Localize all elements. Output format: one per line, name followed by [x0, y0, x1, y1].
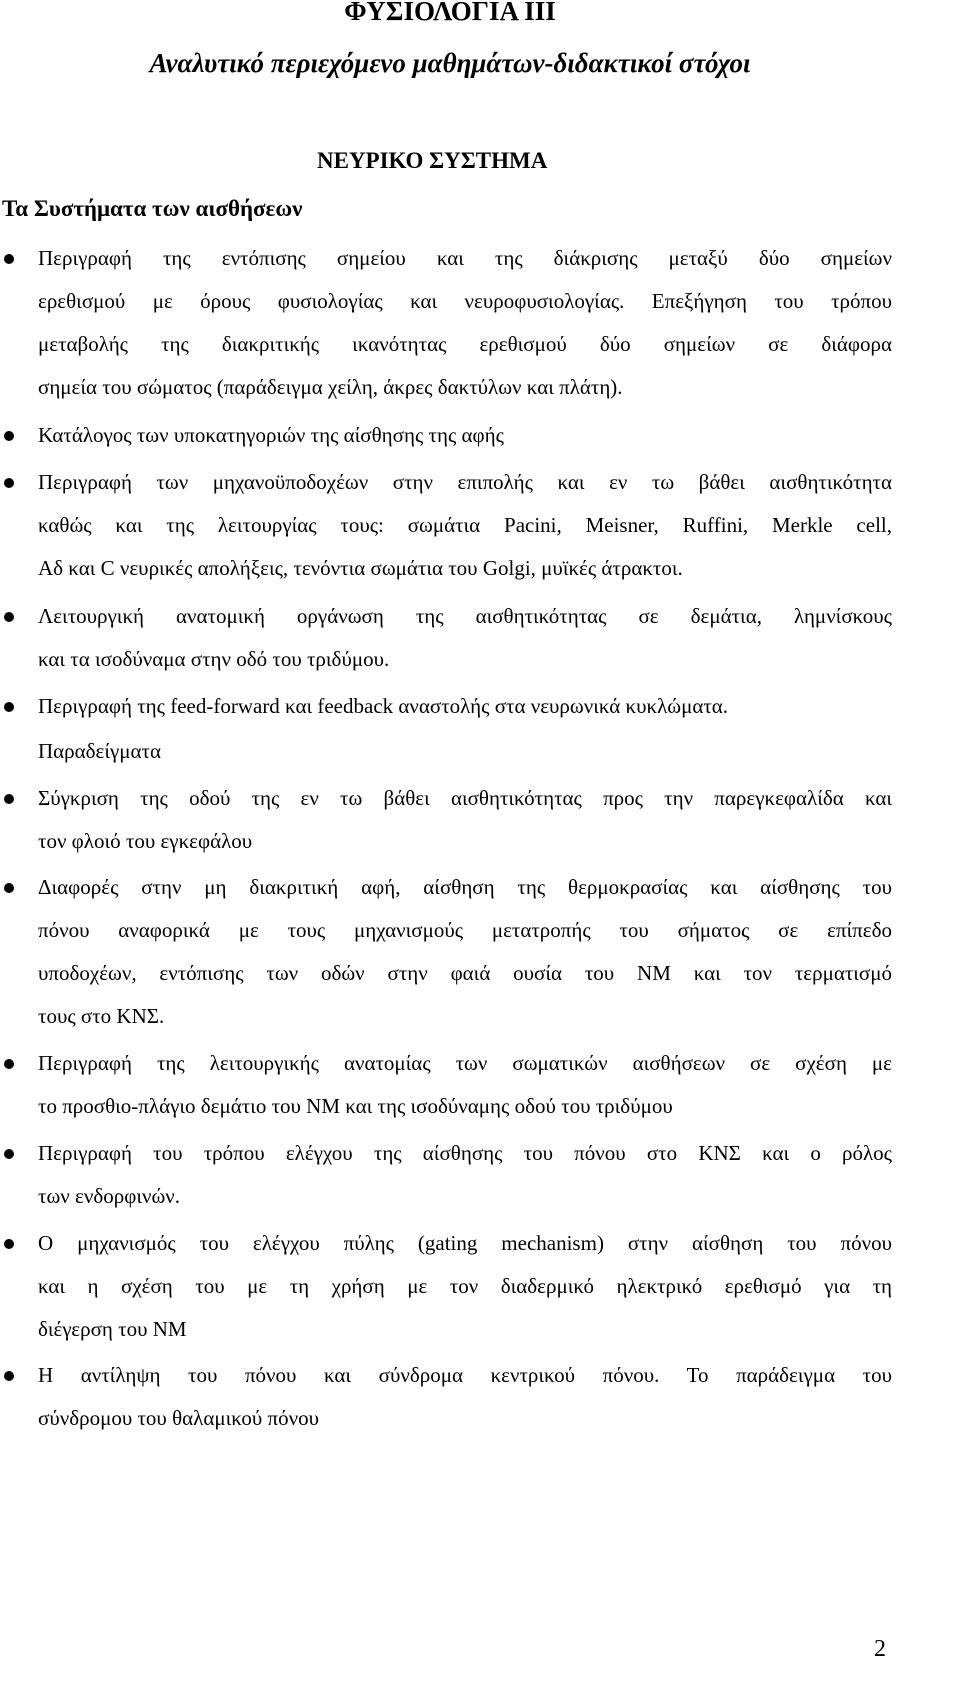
list-item-line: καθώς και της λειτουργίας τους: σωμάτια Pacini, Meisner, Ruffini, Merkle cell, — [38, 513, 892, 537]
bullet-icon — [4, 612, 14, 622]
list-item-line: το προσθιο-πλάγιο δεμάτιο του ΝΜ και της ισοδύναμης οδού του τριδύμου — [38, 1094, 673, 1118]
bullet-icon — [4, 1149, 14, 1159]
list-item-line: και τα ισοδύναμα στην οδό του τριδύμου. — [38, 647, 390, 671]
list-item-line: Περιγραφή του τρόπου ελέγχου της αίσθησης του πόνου στο ΚΝΣ και ο ρόλος — [38, 1141, 892, 1165]
list-item-line: Κατάλογος των υποκατηγοριών της αίσθησης της αφής — [38, 423, 504, 447]
examples-label: Παραδείγματα — [38, 739, 161, 763]
document-title: ΦΥΣΙΟΛΟΓΙΑ ΙΙΙ — [344, 0, 556, 26]
list-item-line: πόνου αναφορικά με τους μηχανισμούς μετατροπής του σήματος σε επίπεδο — [38, 918, 892, 942]
list-item-line: Περιγραφή της εντόπισης σημείου και της διάκρισης μεταξύ δύο σημείων — [38, 246, 892, 270]
page-number: 2 — [874, 1636, 886, 1662]
list-item-line: Περιγραφή της feed-forward και feedback αναστολής στα νευρωνικά κυκλώματα. — [38, 694, 729, 718]
list-item-line: των ενδορφινών. — [38, 1184, 181, 1208]
bullet-icon — [4, 702, 14, 712]
bullet-icon — [4, 254, 14, 264]
bullet-icon — [4, 478, 14, 488]
document-subtitle: Αναλυτικό περιεχόμενο μαθημάτων-διδακτικοί στόχοι — [149, 48, 751, 78]
bullet-icon — [4, 1371, 14, 1381]
list-item-line: υποδοχέων, εντόπισης των οδών στην φαιά ουσία του ΝΜ και τον τερματισμό — [38, 961, 892, 985]
list-item-line: σύνδρομου του θαλαμικού πόνου — [38, 1406, 319, 1430]
section-heading: ΝΕΥΡΙΚΟ ΣΥΣΤΗΜΑ — [317, 148, 548, 173]
list-item-line: τον φλοιό του εγκεφάλου — [38, 829, 253, 853]
list-item-line: διέγερση του ΝΜ — [38, 1317, 187, 1341]
list-item-line: Περιγραφή των μηχανοϋποδοχέων στην επιπολής και εν τω βάθει αισθητικότητα — [38, 470, 892, 494]
list-item-line: Αδ και C νευρικές απολήξεις, τενόντια σωμάτια του Golgi, μυϊκές άτρακτοι. — [38, 556, 683, 580]
bullet-icon — [4, 883, 14, 893]
list-item-line: και η σχέση του με τη χρήση με τον διαδερμικό ηλεκτρικό ερεθισμό για τη — [38, 1274, 892, 1298]
list-item-line: Ο μηχανισμός του ελέγχου πύλης (gating mechanism) στην αίσθηση του πόνου — [38, 1231, 892, 1255]
list-item-line: τους στο ΚΝΣ. — [38, 1004, 165, 1028]
list-item-line: Περιγραφή της λειτουργικής ανατομίας των σωματικών αισθήσεων σε σχέση με — [38, 1051, 892, 1075]
bullet-icon — [4, 1239, 14, 1249]
bullet-icon — [4, 1059, 14, 1069]
list-item-line: μεταβολής της διακριτικής ικανότητας ερεθισμού δύο σημείων σε διάφορα — [38, 332, 892, 356]
bullet-icon — [4, 431, 14, 441]
list-item-line: Διαφορές στην μη διακριτική αφή, αίσθηση της θερμοκρασίας και αίσθησης του — [38, 875, 892, 899]
list-item-line: ερεθισμού με όρους φυσιολογίας και νευροφυσιολογίας. Επεξήγηση του τρόπου — [38, 289, 892, 313]
list-item-line: Λειτουργική ανατομική οργάνωση της αισθητικότητας σε δεμάτια, λημνίσκους — [38, 604, 892, 628]
list-item-line: σημεία του σώματος (παράδειγμα χείλη, άκρες δακτύλων και πλάτη). — [38, 375, 623, 399]
bullet-icon — [4, 794, 14, 804]
list-item-line: Σύγκριση της οδού της εν τω βάθει αισθητικότητας προς την παρεγκεφαλίδα και — [38, 786, 892, 810]
subsection-heading: Τα Συστήματα των αισθήσεων — [2, 196, 303, 221]
list-item-line: Η αντίληψη του πόνου και σύνδρομα κεντρικού πόνου. Το παράδειγμα του — [38, 1363, 892, 1387]
